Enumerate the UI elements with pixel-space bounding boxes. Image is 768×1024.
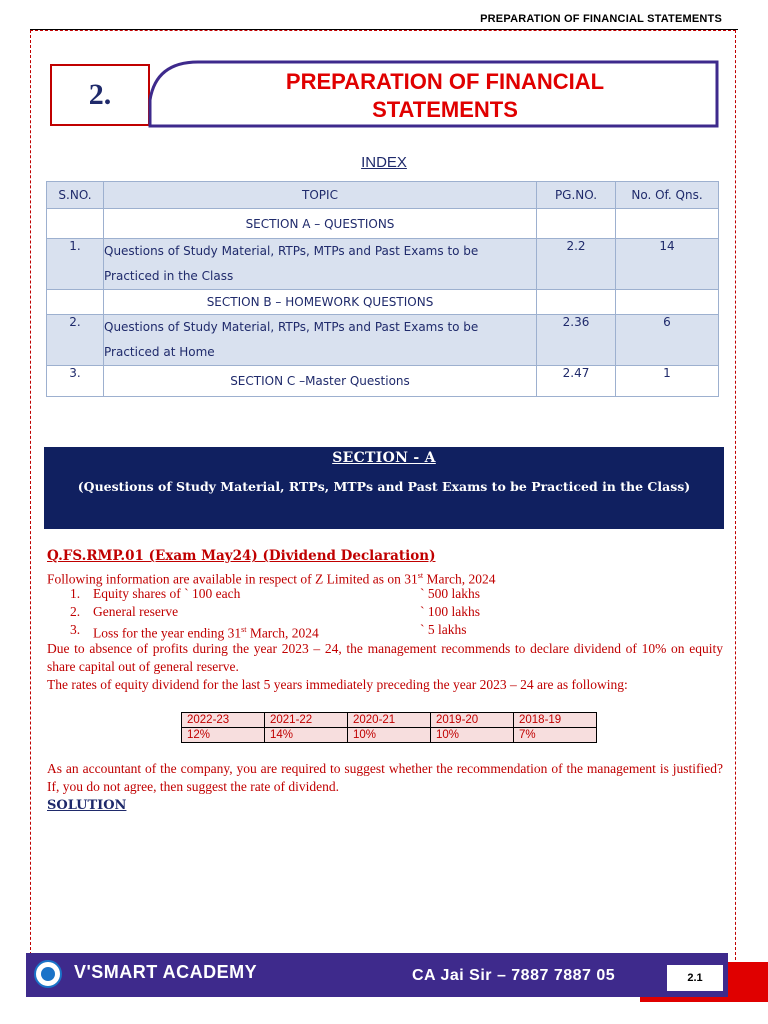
intro-sup: st — [417, 571, 424, 580]
footer-academy-name: V'SMART ACADEMY — [74, 962, 258, 982]
table-row — [47, 239, 719, 290]
question-para2: The rates of equity dividend for the last 5 years immediately preceding the year 2023 – 24 are as following: — [47, 677, 628, 692]
row2-sno: 2. — [47, 315, 104, 366]
question-para3: As an accountant of the company, you are required to suggest whether the recommendation of the management is justified? If, you do not agree, then suggest the rate of dividend. — [47, 761, 723, 794]
year-cell: 2019-20 — [431, 713, 514, 728]
rate-cell: 10% — [431, 728, 514, 743]
item2-label: General reserve — [93, 604, 179, 619]
item1-value: ` 500 lakhs — [420, 586, 480, 601]
logo-center — [41, 967, 55, 981]
rate-cell: 7% — [514, 728, 597, 743]
section-b-pg — [537, 290, 616, 315]
item3-num: 3. — [70, 622, 81, 637]
item1-num: 1. — [70, 586, 81, 601]
page-number: 2.1 — [667, 965, 723, 991]
footer-contact: CA Jai Sir – 7887 7887 05 — [412, 967, 616, 984]
row1-pg: 2.2 — [537, 239, 616, 290]
rate-cell: 10% — [348, 728, 431, 743]
index-title: INDEX — [361, 154, 407, 171]
solution-heading: SOLUTION — [47, 798, 127, 813]
row3-topic: SECTION C –Master Questions — [104, 366, 537, 397]
intro-text-end: March, 2024 — [423, 571, 496, 587]
list-item — [70, 621, 510, 639]
section-a-qns — [616, 209, 719, 239]
section-a-banner — [44, 447, 724, 529]
question-title: Q.FS.RMP.01 (Exam May24) (Dividend Declaration) — [47, 548, 436, 564]
row1-topic: Questions of Study Material, RTPs, MTPs and Past Exams to be Practiced in the Class — [104, 239, 537, 290]
chapter-number: 2. — [88, 78, 112, 111]
dividend-years-row — [182, 713, 597, 728]
item3-label-text: Loss for the year ending 31 — [93, 625, 242, 641]
running-header: PREPARATION OF FINANCIAL STATEMENTS — [480, 13, 722, 25]
item1-label: Equity shares of ` 100 each — [93, 586, 241, 601]
section-a-row — [47, 209, 719, 239]
section-a-sno — [47, 209, 104, 239]
index-table — [46, 181, 719, 397]
list-item — [70, 603, 510, 621]
section-b-qns — [616, 290, 719, 315]
list-item — [70, 585, 510, 603]
rate-cell: 12% — [182, 728, 265, 743]
section-b-label: SECTION B – HOMEWORK QUESTIONS — [104, 290, 537, 315]
row1-qns: 14 — [616, 239, 719, 290]
chapter-title-line2: STATEMENTS — [372, 97, 518, 122]
section-b-sno — [47, 290, 104, 315]
header-pgno: PG.NO. — [537, 182, 616, 209]
item2-num: 2. — [70, 604, 81, 619]
item3-value: ` 5 lakhs — [420, 622, 467, 637]
dividend-rates-row — [182, 728, 597, 743]
row1-sno: 1. — [47, 239, 104, 290]
item2-value: ` 100 lakhs — [420, 604, 480, 619]
question-items — [70, 585, 510, 639]
academy-logo-icon — [34, 960, 62, 988]
dividend-table — [181, 712, 597, 743]
table-row — [47, 366, 719, 397]
intro-text: Following information are available in respect of Z Limited as on 31 — [47, 571, 418, 587]
section-a-label: SECTION A – QUESTIONS — [104, 209, 537, 239]
row3-sno: 3. — [47, 366, 104, 397]
question-para1: Due to absence of profits during the year 2023 – 24, the management recommends to declare dividend of 10% on equity share capital out of general reserve. — [47, 641, 723, 674]
index-header-row — [47, 182, 719, 209]
rate-cell: 14% — [265, 728, 348, 743]
section-a-pg — [537, 209, 616, 239]
row2-qns: 6 — [616, 315, 719, 366]
section-b-row — [47, 290, 719, 315]
chapter-number-box — [50, 64, 150, 126]
header-sno: S.NO. — [47, 182, 104, 209]
row3-qns: 1 — [616, 366, 719, 397]
chapter-title — [185, 68, 705, 124]
row2-topic: Questions of Study Material, RTPs, MTPs and Past Exams to be Practiced at Home — [104, 315, 537, 366]
section-banner-subtitle: (Questions of Study Material, RTPs, MTPs and Past Exams to be Practiced in the Class) — [77, 479, 691, 494]
year-cell: 2018-19 — [514, 713, 597, 728]
row2-pg: 2.36 — [537, 315, 616, 366]
year-cell: 2020-21 — [348, 713, 431, 728]
item3-label-end: March, 2024 — [246, 625, 319, 641]
row3-pg: 2.47 — [537, 366, 616, 397]
table-row — [47, 315, 719, 366]
chapter-title-line1: PREPARATION OF FINANCIAL — [285, 69, 605, 94]
year-cell: 2021-22 — [265, 713, 348, 728]
section-banner-title: SECTION - A — [332, 450, 436, 466]
year-cell: 2022-23 — [182, 713, 265, 728]
header-qns: No. Of. Qns. — [616, 182, 719, 209]
item3-sup: st — [241, 625, 247, 634]
header-topic: TOPIC — [104, 182, 537, 209]
